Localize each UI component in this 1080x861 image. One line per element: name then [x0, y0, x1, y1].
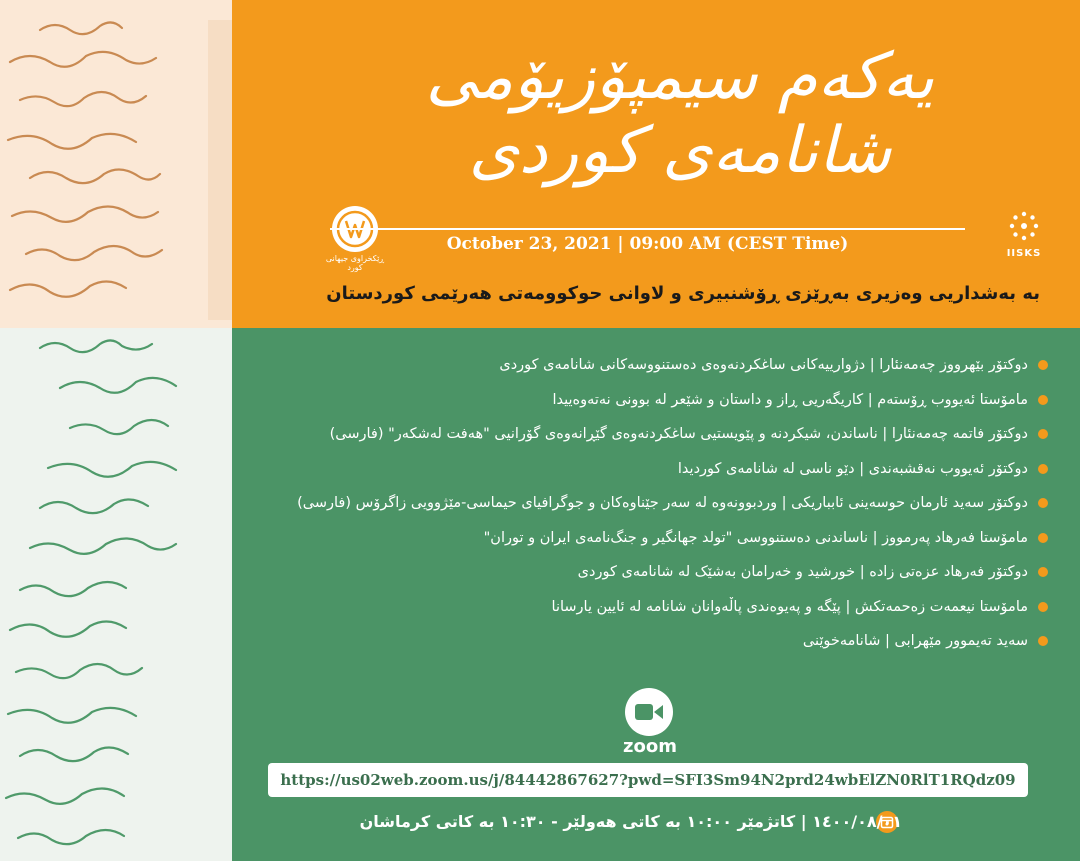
bullet-icon [1038, 602, 1048, 612]
list-item [240, 486, 1048, 521]
zoom-camera-icon[interactable] [625, 688, 673, 736]
talk-text: مامۆستا نیعمەت زەحمەتکش | پێگە و پەیوەندی پاڵەوانان شانامە لە ئایین یارسانا [551, 598, 1028, 615]
list-item [240, 555, 1048, 590]
talk-text: دوکتۆر فەرهاد عزەتی زادە | خورشید و خەرامان بەشێک لە شانامەی کوردی [577, 564, 1028, 581]
talk-text: مامۆستا فەرهاد پەرمووز | ناساندنی دەستنووسی "تولد جهانگیر و جنگ‌نامەی ایران و توران" [483, 529, 1028, 546]
talk-text: دوکتۆر بێهرووز چەمەنئارا | دژوارییەکانی ساغکردنەوەی دەستنووسەکانی شانامەی کوردی [499, 357, 1028, 374]
iisks-logo-icon [1004, 206, 1044, 246]
event-date: October 23, 2021 | 09:00 AM (CEST Time) [446, 234, 849, 254]
bullet-icon [1038, 533, 1048, 543]
bullet-icon [1038, 429, 1048, 439]
list-item [240, 348, 1048, 383]
date-banner [330, 228, 965, 260]
manuscript-image-bottom [0, 328, 232, 861]
talk-text: مامۆستا ئەیووب ڕۆستەم | کاریگەریی ڕاز و داستان و شێعر لە بوونی نەتەوەییدا [552, 391, 1028, 408]
zoom-label: zoom [623, 736, 677, 757]
talk-list [240, 348, 1048, 659]
organization-logo-caption: ڕێکخراوی جیهانی کورد [325, 254, 385, 272]
talk-text: سەید تەیموور مێهرابی | شانامەخوێنی [802, 633, 1028, 650]
event-title: یەکەم سیمپۆزیۆمی شانامەی کوردی [425, 40, 935, 188]
talk-text: دوکتۆر فاتمە چەمەنئارا | ناساندن، شیکردنە و پێویستیی ساغکردنەوەی گێڕانەوەی گۆرانیی "هەفت لەشکەر" (فارسی) [329, 426, 1028, 443]
event-subtitle: بە بەشداریی وەزیری بەڕێزی ڕۆشنبیری و لاوانی حوکوومەتی هەرێمی کوردستان [326, 283, 1040, 304]
iisks-logo-caption: IISKS [1006, 248, 1042, 259]
list-item [240, 590, 1048, 625]
list-item [240, 521, 1048, 556]
talk-text: دوکتۆر سەید ئارمان حوسەینی ئابباریکی | وردبوونەوە لە سەر جێناوەکان و جوگرافیای حیماسی-مێژوویی زاگرۆس (فارسی) [297, 495, 1028, 512]
bullet-icon [1038, 636, 1048, 646]
list-item [240, 452, 1048, 487]
bullet-icon [1038, 498, 1048, 508]
list-item [240, 624, 1048, 659]
schedule-line: ١٤٠٠/٠٨/٠١ | کاتژمێر ١٠:٠٠ بە کاتی هەولێر - ١٠:٣٠ بە کاتی کرماشان [359, 812, 902, 831]
list-item [240, 383, 1048, 418]
talk-text: دوکتۆر ئەیووب نەقشبەندی | دێو ناسی لە شانامەی کوردیدا [677, 460, 1028, 477]
manuscript-image-top [0, 0, 232, 328]
bullet-icon [1038, 464, 1048, 474]
bullet-icon [1038, 360, 1048, 370]
bullet-icon [1038, 395, 1048, 405]
bullet-icon [1038, 567, 1048, 577]
list-item [240, 417, 1048, 452]
zoom-link[interactable]: https://us02web.zoom.us/j/84442867627?pwd=SFI3Sm94N2prd24wbElZN0RlT1RQdz09 [268, 763, 1028, 797]
